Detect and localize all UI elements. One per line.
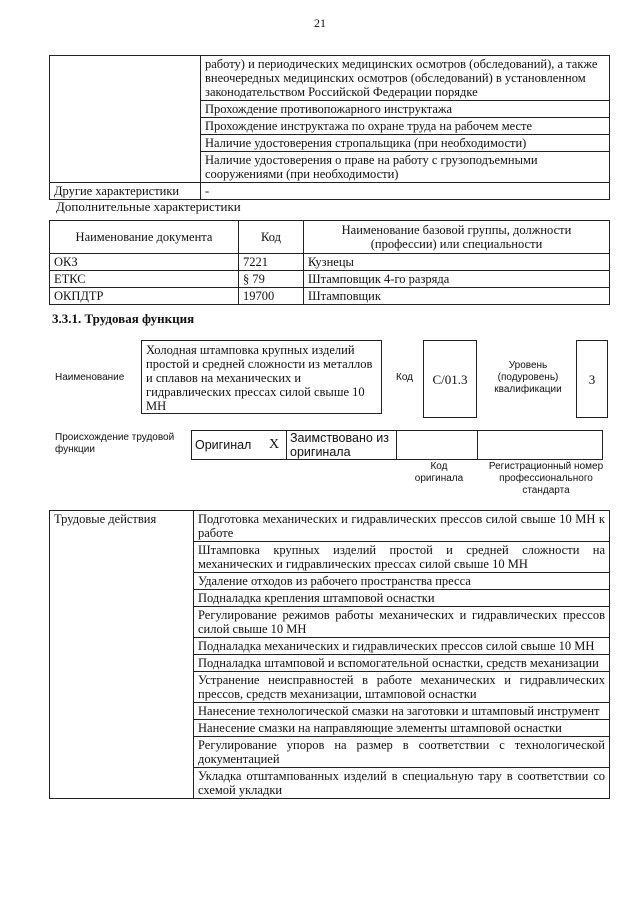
level-label: Уровень (подуровень) квалификации [494,360,562,395]
origin-table [191,430,603,460]
list-item: Регулирование режимов работы механических и гидравлических прессов силой свыше 10 МН [194,607,610,638]
list-item: Подналадка крепления штамповой оснастки [194,590,610,607]
original-mark: X [262,431,287,460]
origin-code-cell [397,431,478,460]
table-cell [50,56,201,183]
labor-actions-table [49,510,610,799]
table-cell: ЕТКС [50,271,239,288]
function-code: C/01.3 [423,340,477,418]
table-cell: Другие характеристики [50,183,201,200]
table-cell: § 79 [239,271,304,288]
function-level: 3 [576,340,608,418]
list-item: Подналадка штамповой и вспомогательной оснастки, средств механизации [194,655,610,672]
list-item: Удаление отходов из рабочего пространства пресса [194,573,610,590]
additional-title: Дополнительные характеристики [56,199,241,214]
list-item: Нанесение технологической смазки на заготовки и штамповый инструмент [194,703,610,720]
table-cell: Штамповщик [304,288,610,305]
section-heading: 3.3.1. Трудовая функция [52,311,195,326]
origin-label: Происхождение трудовой функции [55,432,175,455]
table-cell: Наличие удостоверения о праве на работу с грузоподъемными сооружениями (при необходимости) [201,152,610,183]
table-row [50,254,610,271]
code-label: Код [396,372,414,383]
column-header: Наименование базовой группы, должности (профессии) или специальности [304,221,610,254]
requirements-table [49,55,610,200]
page-number: 21 [314,16,326,30]
table-cell: - [201,183,610,200]
table-row [50,288,610,305]
table-row [192,431,603,460]
original-label: Оригинал [192,431,263,460]
origin-code-caption: Код оригинала [414,461,464,484]
additional-table [49,220,610,305]
table-row [50,271,610,288]
function-name: Холодная штамповка крупных изделий простой и средней сложности из металлов и сплавов на механических и гидравлических прессах силой свыше 10 МН [141,340,382,414]
list-item: Подготовка механических и гидравлических прессов силой свыше 10 МН к работе [194,511,610,542]
borrowed-label: Заимствовано из оригинала [287,431,397,460]
list-item: Штамповка крупных изделий простой и средней сложности на механических и гидравлических прессах силой свыше 10 МН [194,542,610,573]
list-item: Нанесение смазки на направляющие элементы штамповой оснастки [194,720,610,737]
table-cell: 19700 [239,288,304,305]
reg-number-cell [478,431,603,460]
list-item: Устранение неисправностей в работе механических и гидравлических прессов, средств механизации, штамповой оснастки [194,672,610,703]
column-header: Наименование документа [50,221,239,254]
list-item: Подналадка механических и гидравлических прессов силой свыше 10 МН [194,638,610,655]
table-cell: Штамповщик 4-го разряда [304,271,610,288]
table-row [50,56,610,101]
table-cell: 7221 [239,254,304,271]
table-cell: Наличие удостоверения стропальщика (при необходимости) [201,135,610,152]
reg-number-caption: Регистрационный номер профессионального стандарта [488,461,604,496]
list-item: Укладка отштампованных изделий в специальную тару в соответствии со схемой укладки [194,768,610,799]
table-cell: ОКЗ [50,254,239,271]
list-item: Регулирование упоров на размер в соответствии с технологической документацией [194,737,610,768]
table-cell: Прохождение противопожарного инструктажа [201,101,610,118]
table-cell: Кузнецы [304,254,610,271]
name-label: Наименование [55,372,125,383]
table-cell: Прохождение инструктажа по охране труда на рабочем месте [201,118,610,135]
table-cell: ОКПДТР [50,288,239,305]
table-header-row [50,221,610,254]
row-label: Трудовые действия [50,511,194,799]
table-cell: работу) и периодических медицинских осмотров (обследований), а также внеочередных медицинских осмотров (обследований) в установленном законодательством Российской Федерации порядке [201,56,610,101]
column-header: Код [239,221,304,254]
table-row [50,511,610,542]
table-row [50,183,610,200]
